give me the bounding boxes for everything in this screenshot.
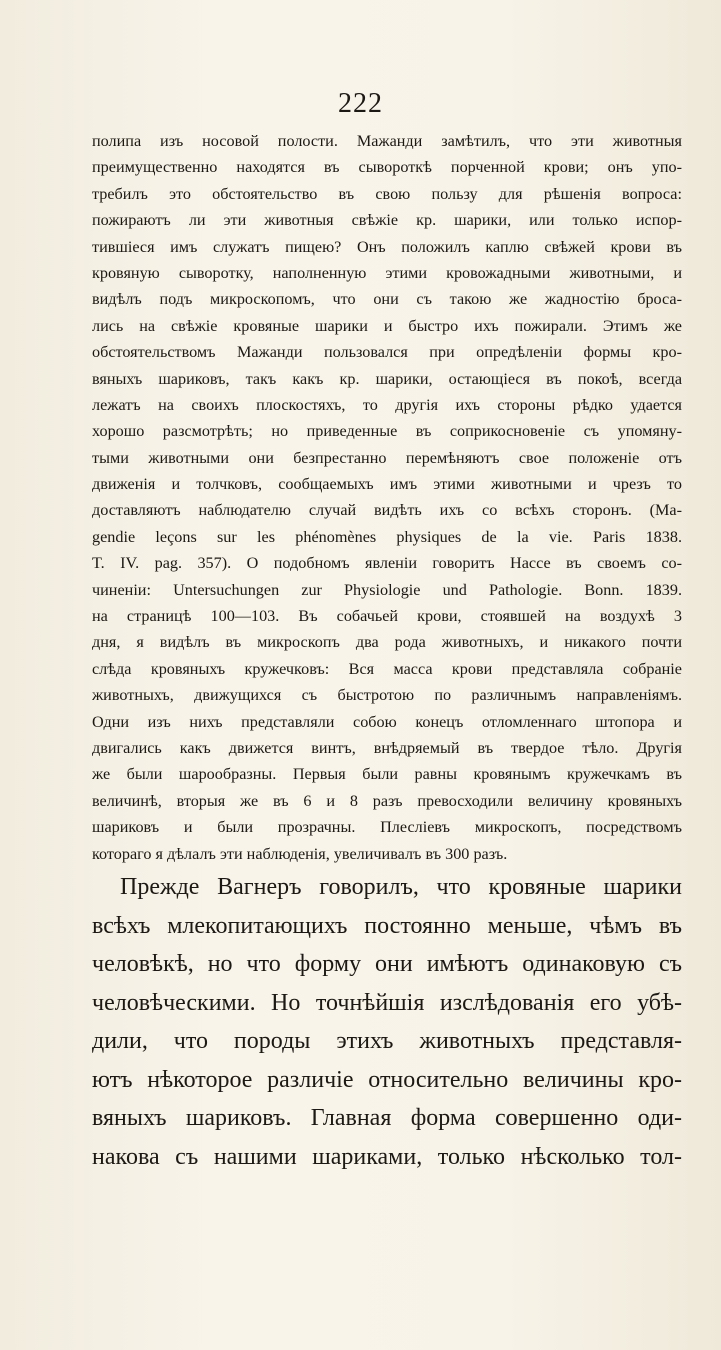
footnote-line: же были шарообразны. Первыя были равны кровянымъ кружечкамъ въ bbox=[92, 765, 682, 784]
footnote-line: котораго я дѣлалъ эти наблюденія, увеличивалъ въ 300 разъ. bbox=[92, 844, 508, 863]
footnote-line: дня, я видѣлъ въ микроскопъ два рода животныхъ, и никакого почти bbox=[92, 633, 682, 652]
main-text-line: ютъ нѣкоторое различіе относительно величины кро- bbox=[92, 1066, 682, 1093]
footnote-block bbox=[92, 128, 682, 867]
main-text-line: вяныхъ шариковъ. Главная форма совершенно оди- bbox=[92, 1105, 682, 1131]
footnote-line: двигались какъ движется винтъ, внѣдряемый въ твердое тѣло. Другія bbox=[92, 738, 682, 757]
page-number: 222 bbox=[338, 88, 383, 119]
footnote-line: Одни изъ нихъ представляли собою конецъ отломленнаго штопора и bbox=[92, 712, 682, 731]
footnote-line: движенія и толчковъ, сообщаемыхъ имъ этими животными и чрезъ то bbox=[92, 475, 682, 494]
footnote-line: преимущественно находятся въ сывороткѣ порченной крови; онъ упо- bbox=[92, 158, 682, 177]
footnote-line: полипа изъ носовой полости. Мажанди замѣтилъ, что эти животныя bbox=[92, 132, 682, 150]
footnote-line: хорошо разсмотрѣть; но приведенные въ соприкосновеніе съ упомяну- bbox=[92, 422, 682, 441]
footnote-line: величинѣ, вторыя же въ 6 и 8 разъ превосходили величину кровяныхъ bbox=[92, 791, 682, 810]
main-text-block bbox=[92, 868, 682, 1176]
footnote-line: видѣлъ подъ микроскопомъ, что они съ такою же жадностію броса- bbox=[92, 290, 682, 309]
footnote-line: доставляютъ наблюдателю случай видѣть ихъ со всѣхъ сторонъ. (Ma- bbox=[92, 501, 682, 520]
footnote-line: вяныхъ шариковъ, такъ какъ кр. шарики, остающіеся въ покоѣ, всегда bbox=[92, 369, 682, 388]
footnote-line: слѣда кровяныхъ кружечковъ: Вся масса крови представляла собраніе bbox=[92, 659, 682, 678]
main-text-line: дили, что породы этихъ животныхъ представля- bbox=[92, 1028, 682, 1054]
main-text-line: человѣческими. Но точнѣйшія изслѣдованія его убѣ- bbox=[92, 989, 682, 1016]
footnote-line: тившіеся имъ служатъ пищею? Онъ положилъ каплю свѣжей крови въ bbox=[92, 237, 682, 256]
footnote-line: животныхъ, движущихся съ быстротою по различнымъ направленіямъ. bbox=[92, 686, 682, 705]
main-text-line: накова съ нашими шариками, только нѣсколько тол- bbox=[92, 1143, 682, 1170]
footnote-line: шариковъ и были прозрачны. Плесліевъ микроскопъ, посредствомъ bbox=[92, 818, 682, 837]
footnote-line: на страницѣ 100—103. Въ собачьей крови, стоявшей на воздухѣ 3 bbox=[92, 607, 682, 626]
main-text-line: человѣкѣ, но что форму они имѣютъ одинаковую съ bbox=[92, 951, 682, 977]
footnote-line: требилъ это обстоятельство въ свою пользу для рѣшенія вопроса: bbox=[92, 184, 682, 203]
main-text-line: всѣхъ млекопитающихъ постоянно меньше, чѣмъ въ bbox=[92, 912, 682, 939]
footnote-line: лежатъ на своихъ плоскостяхъ, то другія ихъ стороны рѣдко удается bbox=[92, 395, 682, 414]
footnote-line: T. IV. pag. 357). О подобномъ явленіи говоритъ Нассе въ своемъ со- bbox=[92, 554, 682, 573]
footnote-line: gendie leçons sur les phénomènes physiques de la vie. Paris 1838. bbox=[92, 527, 682, 546]
footnote-line: чиненіи: Untersuchungen zur Physiologie und Pathologie. Bonn. 1839. bbox=[92, 580, 682, 599]
footnote-line: пожираютъ ли эти животныя свѣжіе кр. шарики, или только испор- bbox=[92, 211, 682, 230]
footnote-line: лись на свѣжіе кровяные шарики и быстро ихъ пожирали. Этимъ же bbox=[92, 316, 682, 335]
footnote-line: тыми животными они безпрестанно перемѣняютъ свое положеніе отъ bbox=[92, 448, 682, 467]
footnote-line: обстоятельствомъ Мажанди пользовался при опредѣленіи формы кро- bbox=[92, 343, 682, 362]
main-text-line: Прежде Вагнеръ говорилъ, что кровяные шарики bbox=[120, 874, 682, 900]
footnote-line: кровяную сыворотку, наполненную этими кровожадными животными, и bbox=[92, 263, 682, 282]
